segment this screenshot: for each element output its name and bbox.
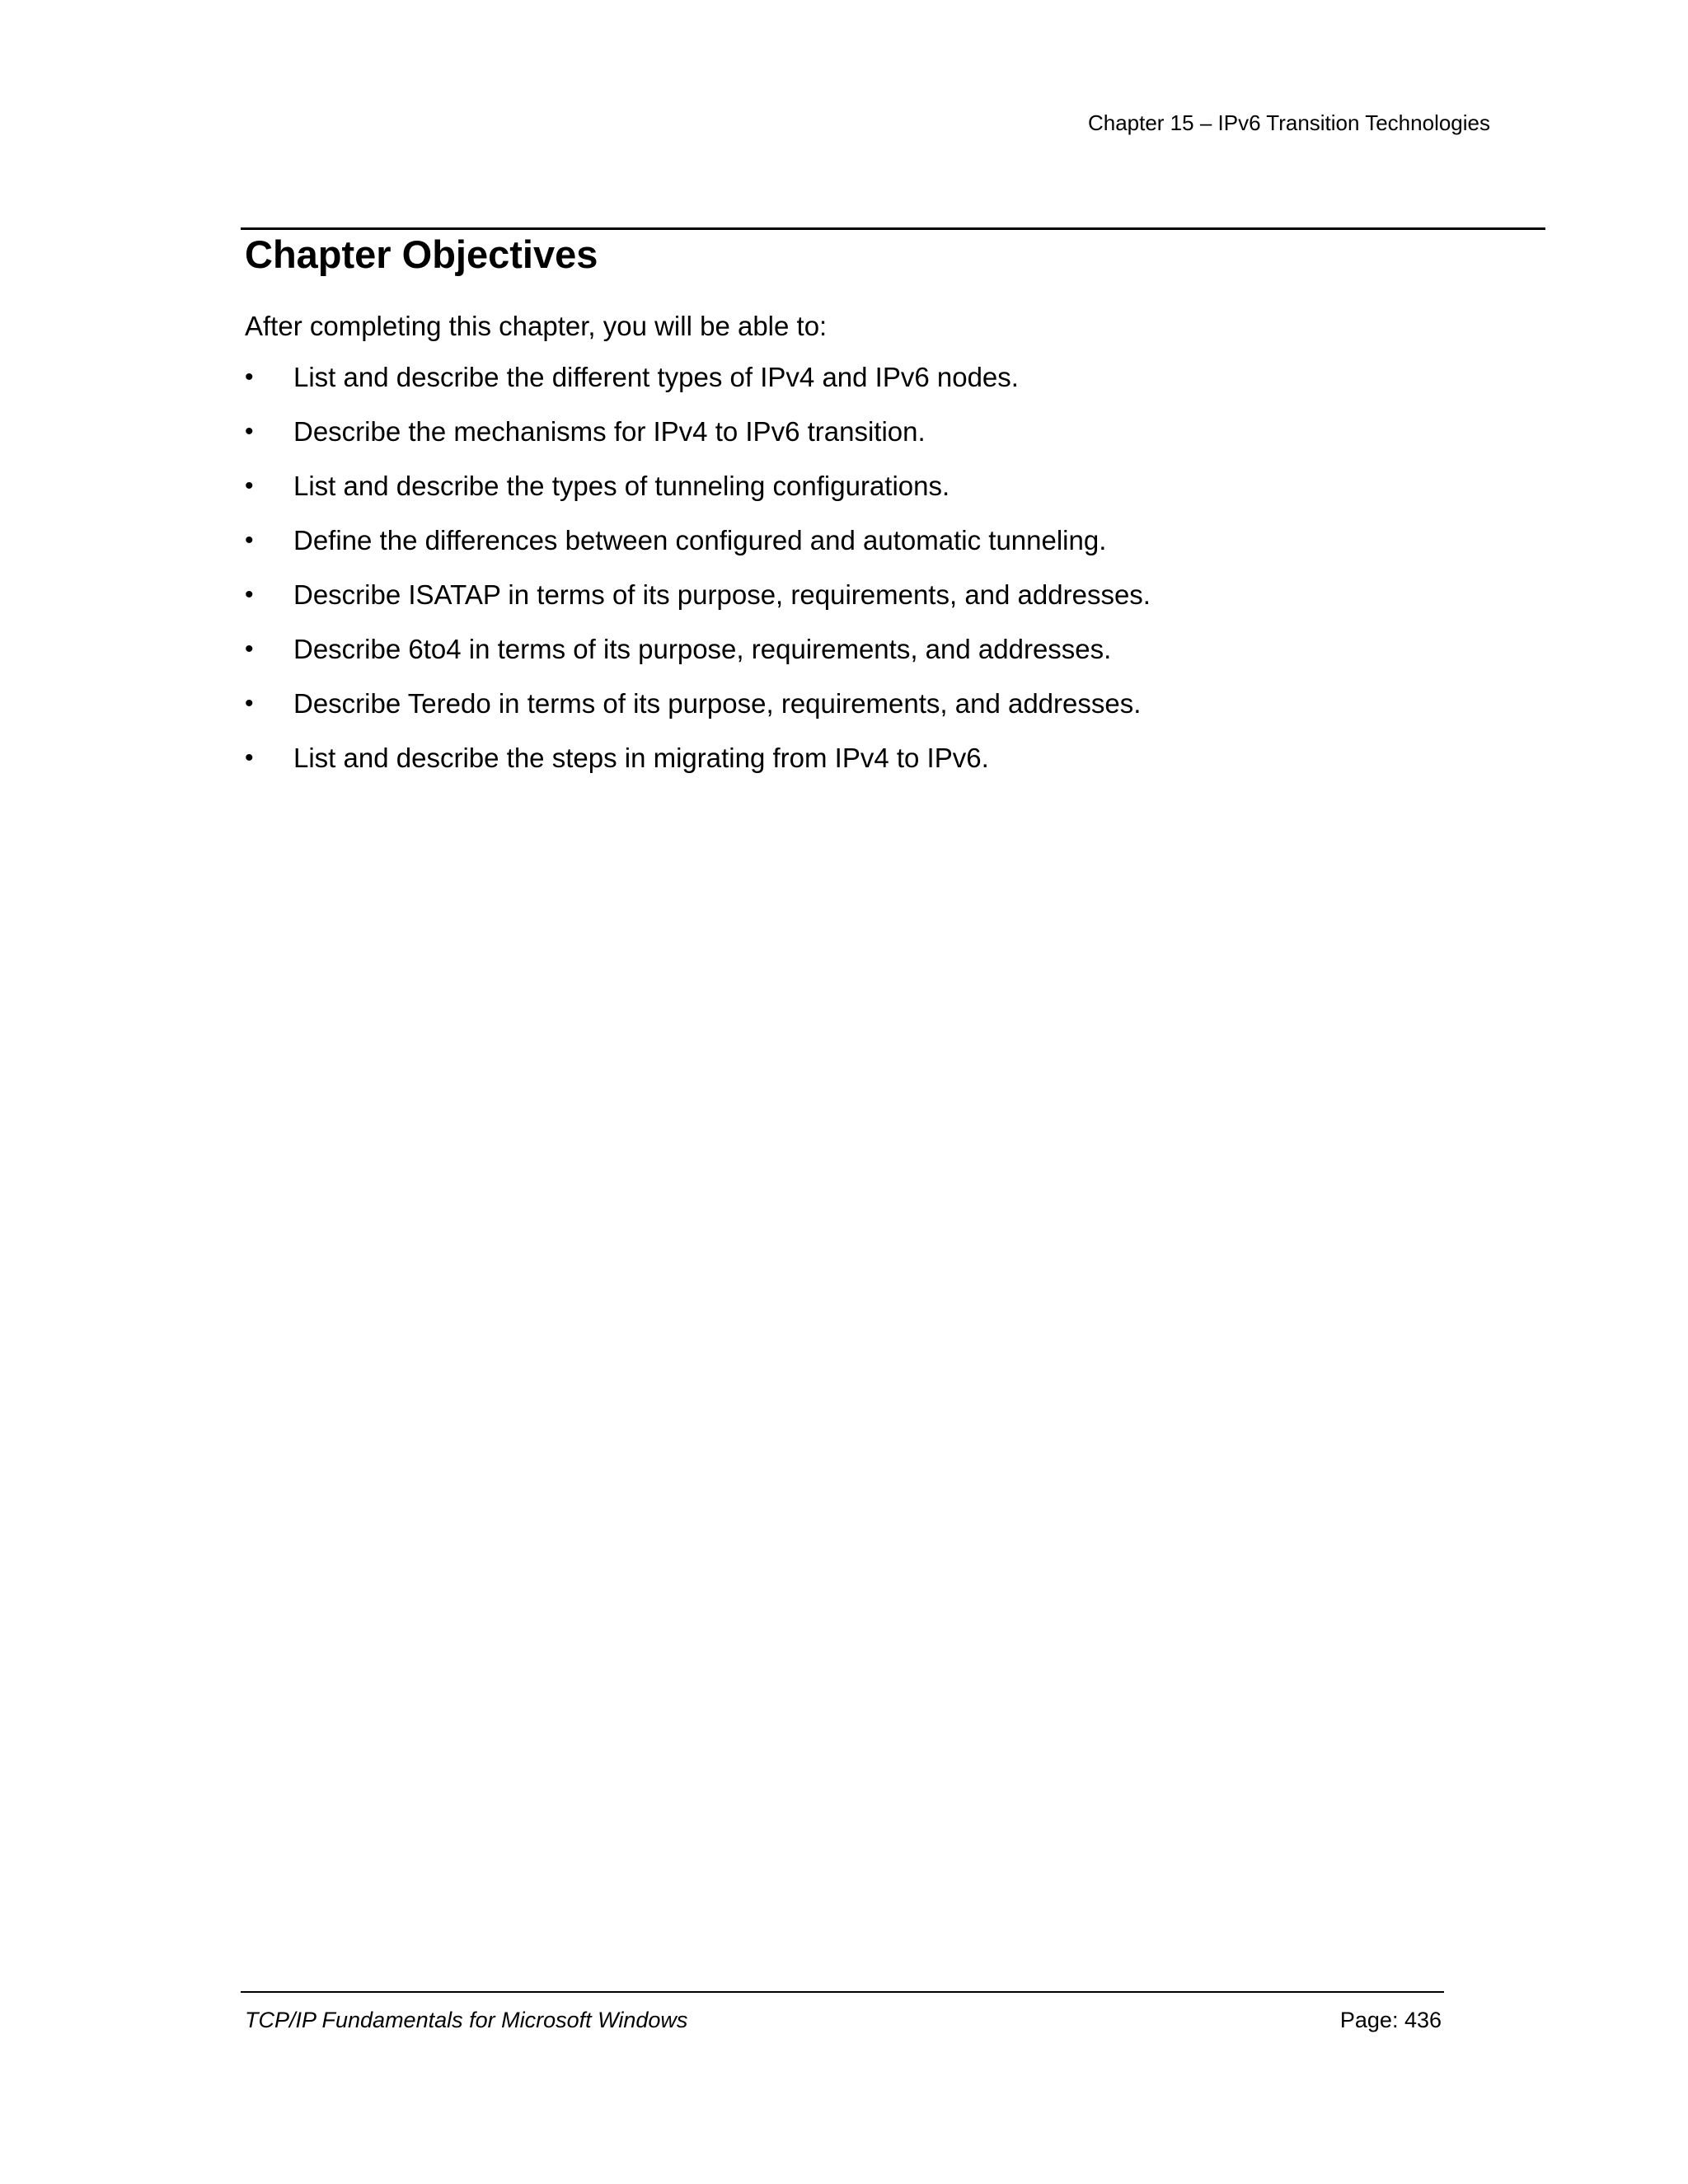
bullet-icon: • [245, 418, 254, 445]
intro-text: After completing this chapter, you will be able to: [245, 311, 828, 341]
footer-book-title: TCP/IP Fundamentals for Microsoft Windows [245, 2008, 688, 2032]
running-header: Chapter 15 – IPv6 Transition Technologies [1087, 110, 1490, 135]
objective-text: Describe ISATAP in terms of its purpose, requirements, and addresses. [293, 579, 1151, 610]
bullet-icon: • [245, 527, 254, 554]
section-heading: Chapter Objectives [245, 232, 598, 276]
bullet-icon: • [245, 581, 254, 608]
objective-text: Define the differences between configured and automatic tunneling. [293, 525, 1107, 555]
bullet-icon: • [245, 472, 254, 499]
objective-text: List and describe the types of tunneling configurations. [293, 471, 950, 501]
bullet-icon: • [245, 744, 254, 771]
objective-text: List and describe the steps in migrating from IPv4 to IPv6. [293, 743, 989, 773]
bullet-icon: • [245, 363, 254, 391]
bullet-icon: • [245, 635, 254, 663]
objective-text: Describe Teredo in terms of its purpose, requirements, and addresses. [293, 688, 1142, 719]
page-number: Page: 436 [1339, 2008, 1442, 2032]
objective-text: Describe the mechanisms for IPv4 to IPv6 transition. [293, 416, 926, 447]
bullet-icon: • [245, 690, 254, 717]
footer-rule [241, 1991, 1444, 1993]
objective-text: List and describe the different types of IPv4 and IPv6 nodes. [293, 362, 1019, 392]
objective-text: Describe 6to4 in terms of its purpose, requirements, and addresses. [293, 634, 1112, 664]
